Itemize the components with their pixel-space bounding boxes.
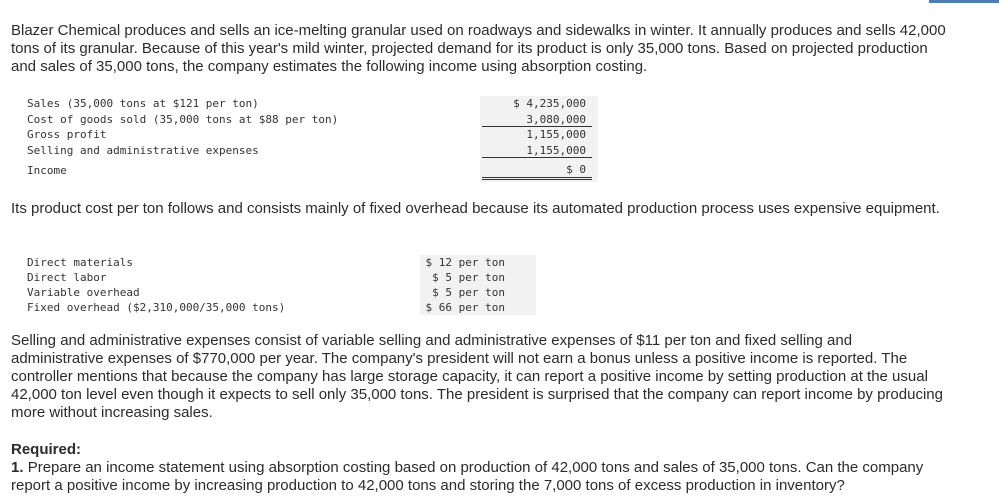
row-label: Fixed overhead ($2,310,000/35,000 tons) <box>27 301 286 314</box>
row-label: Direct labor <box>27 271 107 284</box>
table-row <box>27 285 140 300</box>
row-amount: $ 12 per ton <box>425 256 505 269</box>
row-label: Income <box>27 164 67 177</box>
required-section <box>11 441 946 495</box>
row-amount: $ 5 per ton <box>432 286 505 299</box>
row-amount-wrap <box>482 162 592 180</box>
row-amount: 1,155,000 <box>526 144 586 157</box>
required-item <box>11 459 946 495</box>
required-title: Required: <box>11 441 82 458</box>
sga-paragraph: Selling and administrative expenses consist of variable selling and administrative expenses of $11 per ton and fixed selling and administrative expenses of $770,000 per year. The company's president will not earn a bonus unless a positive income is reported. The controller mentions that because the company has large storage capacity, it can report a positive income by setting production at the usual 42,000 ton level even though it expects to sell only 35,000 tons. The president is surprised that the company can report income by producing more without increasing sales. <box>11 332 943 421</box>
intro-paragraph: Blazer Chemical produces and sells an ice-melting granular used on roadways and sidewalks in winter. It annually produces and sells 42,000 tons of its granular. Because of this year's mild winter, projected demand for its product is only 35,000 tons. Based on projected production and sales of 35,000 tons, the company estimates the following income using absorption costing. <box>11 22 946 75</box>
table-row <box>27 96 259 111</box>
row-label: Direct materials <box>27 256 133 269</box>
top-accent-bar <box>929 0 999 3</box>
row-amount-wrap <box>482 143 592 158</box>
cost-intro-paragraph: Its product cost per ton follows and consists mainly of fixed overhead because its automated production process uses expensive equipment. <box>11 200 940 217</box>
row-amount: 1,155,000 <box>526 128 586 141</box>
table-row <box>27 270 106 285</box>
table-row <box>27 163 67 178</box>
row-amount: 3,080,000 <box>526 113 586 126</box>
row-label: Selling and administrative expenses <box>27 144 259 157</box>
table-row <box>27 112 338 127</box>
row-amount: $ 5 per ton <box>432 271 505 284</box>
row-amount-wrap <box>482 112 592 127</box>
row-amount: $ 4,235,000 <box>513 97 586 110</box>
row-label: Gross profit <box>27 128 107 141</box>
table-row <box>27 255 133 270</box>
required-item-number: 1. <box>11 459 24 476</box>
row-amount: $ 66 per ton <box>425 301 505 314</box>
table-row <box>27 143 259 158</box>
row-label: Variable overhead <box>27 286 140 299</box>
table-row <box>27 127 106 142</box>
table-row <box>27 300 285 315</box>
row-label: Sales (35,000 tons at $121 per ton) <box>27 97 259 110</box>
required-item-text: Prepare an income statement using absorption costing based on production of 42,000 tons and sales of 35,000 tons. Can the company report a positive income by increasing production to 42,000 tons and storing the 7,000 tons of excess production in inventory? <box>11 459 924 494</box>
row-label: Cost of goods sold (35,000 tons at $88 per ton) <box>27 113 339 126</box>
row-amount: $ 0 <box>566 163 586 176</box>
